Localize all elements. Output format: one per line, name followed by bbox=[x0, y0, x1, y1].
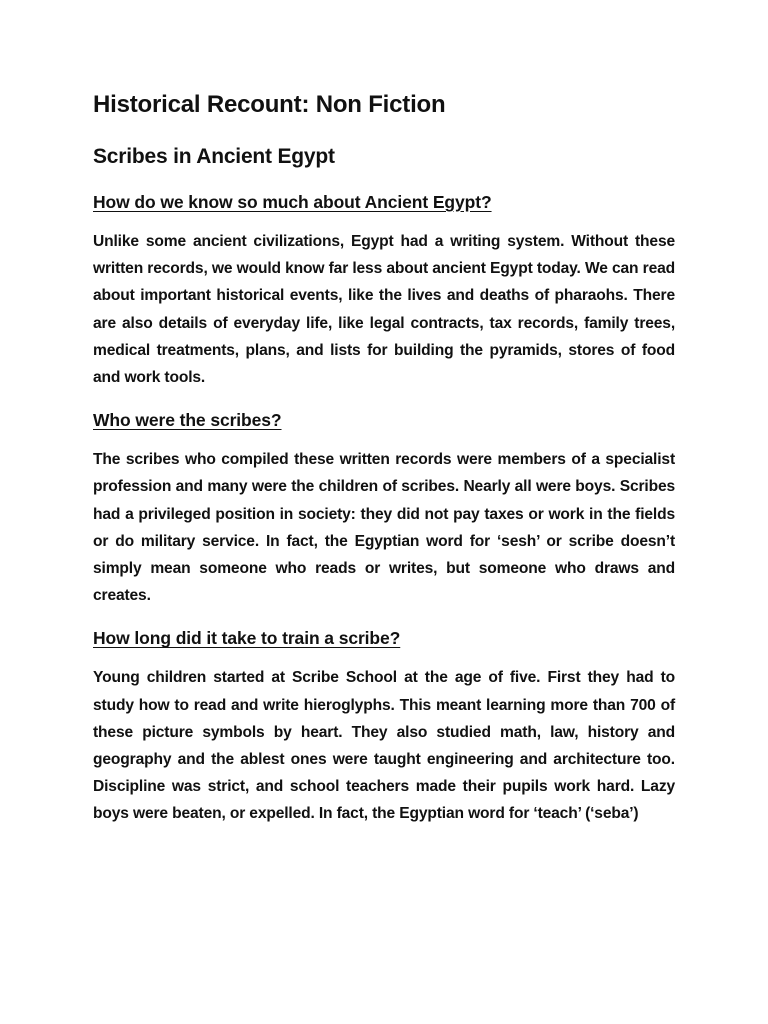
document-subtitle: Scribes in Ancient Egypt bbox=[93, 145, 335, 168]
section-heading: How long did it take to train a scribe? bbox=[93, 628, 401, 649]
section-train-scribe bbox=[93, 625, 675, 827]
document-page bbox=[93, 88, 675, 844]
section-paragraph: Unlike some ancient civilizations, Egypt had a writing system. Without these written records, we would know far less about ancient Egypt today. We can read about important historical events, like the lives and deaths of pharaohs. There are also details of everyday life, like legal contracts, tax records, family trees, medical treatments, plans, and lists for building the pyramids, stores of food and work tools. bbox=[93, 233, 675, 387]
section-paragraph: Young children started at Scribe School at the age of five. First they had to study how to read and write hieroglyphs. This meant learning more than 700 of these picture symbols by heart. They also studied math, law, history and geography and the ablest ones were taught engineering and architecture too. Discipline was strict, and school teachers made their pupils work hard. Lazy boys were beaten, or expelled. In fact, the Egyptian word for ‘teach’ (‘seba’) bbox=[93, 669, 675, 823]
section-know-egypt bbox=[93, 189, 675, 391]
section-paragraph: The scribes who compiled these written records were members of a specialist profession and many were the children of scribes. Nearly all were boys. Scribes had a privileged position in society: they did not pay taxes or work in the fields or do military service. In fact, the Egyptian word for ‘sesh’ or scribe doesn’t simply mean someone who reads or writes, but someone who draws and creates. bbox=[93, 451, 675, 605]
document-title: Historical Recount: Non Fiction bbox=[93, 91, 446, 118]
section-heading: Who were the scribes? bbox=[93, 410, 282, 431]
section-who-scribes bbox=[93, 407, 675, 609]
section-heading: How do we know so much about Ancient Egypt? bbox=[93, 192, 492, 212]
